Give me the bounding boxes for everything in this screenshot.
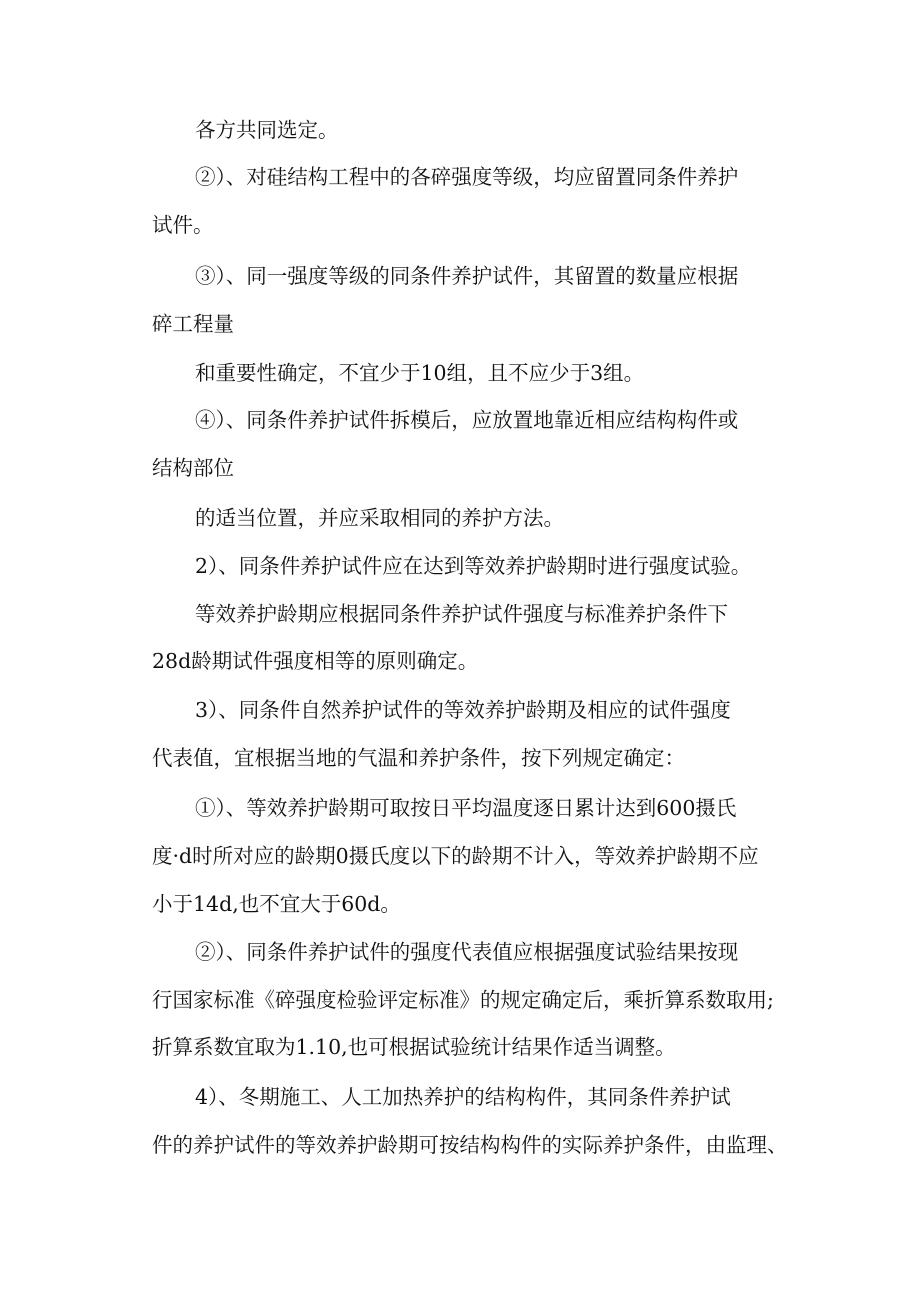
text-line: 代表值，宜根据当地的气温和养护条件，按下列规定确定： [152,746,685,770]
text-line: 4）、冬期施工、人工加热养护的结构构件，其同条件养护试 [195,1085,731,1109]
text-line: 小于14d,也不宜大于60d。 [152,892,401,916]
text-line: ③）、同一强度等级的同条件养护试件，其留置的数量应根据 [195,264,739,288]
text-line: 28d龄期试件强度相等的原则确定。 [152,649,479,673]
text-line: 和重要性确定，不宜少于10组，且不应少于3组。 [195,361,645,385]
text-line: ①）、等效养护龄期可取按日平均温度逐日累计达到600摄氏 [195,796,737,820]
text-line: 件的养护试件的等效养护龄期可按结构构件的实际养护条件，由监理、 [152,1133,788,1157]
text-line: 2）、同条件养护试件应在达到等效养护龄期时进行强度试验。 [195,554,752,578]
text-line: 折算系数宜取为1.10,也可根据试验统计结果作适当调整。 [152,1035,676,1059]
text-line: ②）、对硅结构工程中的各碎强度等级，均应留置同条件养护 [195,165,739,189]
text-line: 行国家标准《碎强度检验评定标准》的规定确定后，乘折算系数取用; [152,988,774,1012]
text-line: ②）、同条件养护试件的强度代表值应根据强度试验结果按现 [195,940,739,964]
text-line: 度·d时所对应的龄期0摄氏度以下的龄期不计入，等效养护龄期不应 [152,844,759,868]
text-line: 3）、同条件自然养护试件的等效养护龄期及相应的试件强度 [195,698,731,722]
text-line: 试件。 [152,213,214,237]
text-line: 的适当位置，并应采取相同的养护方法。 [195,506,564,530]
text-line: 结构部位 [152,456,234,480]
text-line: 等效养护龄期应根据同条件养护试件强度与标准养护条件下 [195,602,728,626]
text-line: 各方共同选定。 [195,118,339,142]
text-line: ④）、同条件养护试件拆模后，应放置地靠近相应结构构件或 [195,408,739,432]
text-line: 碎工程量 [152,312,234,336]
